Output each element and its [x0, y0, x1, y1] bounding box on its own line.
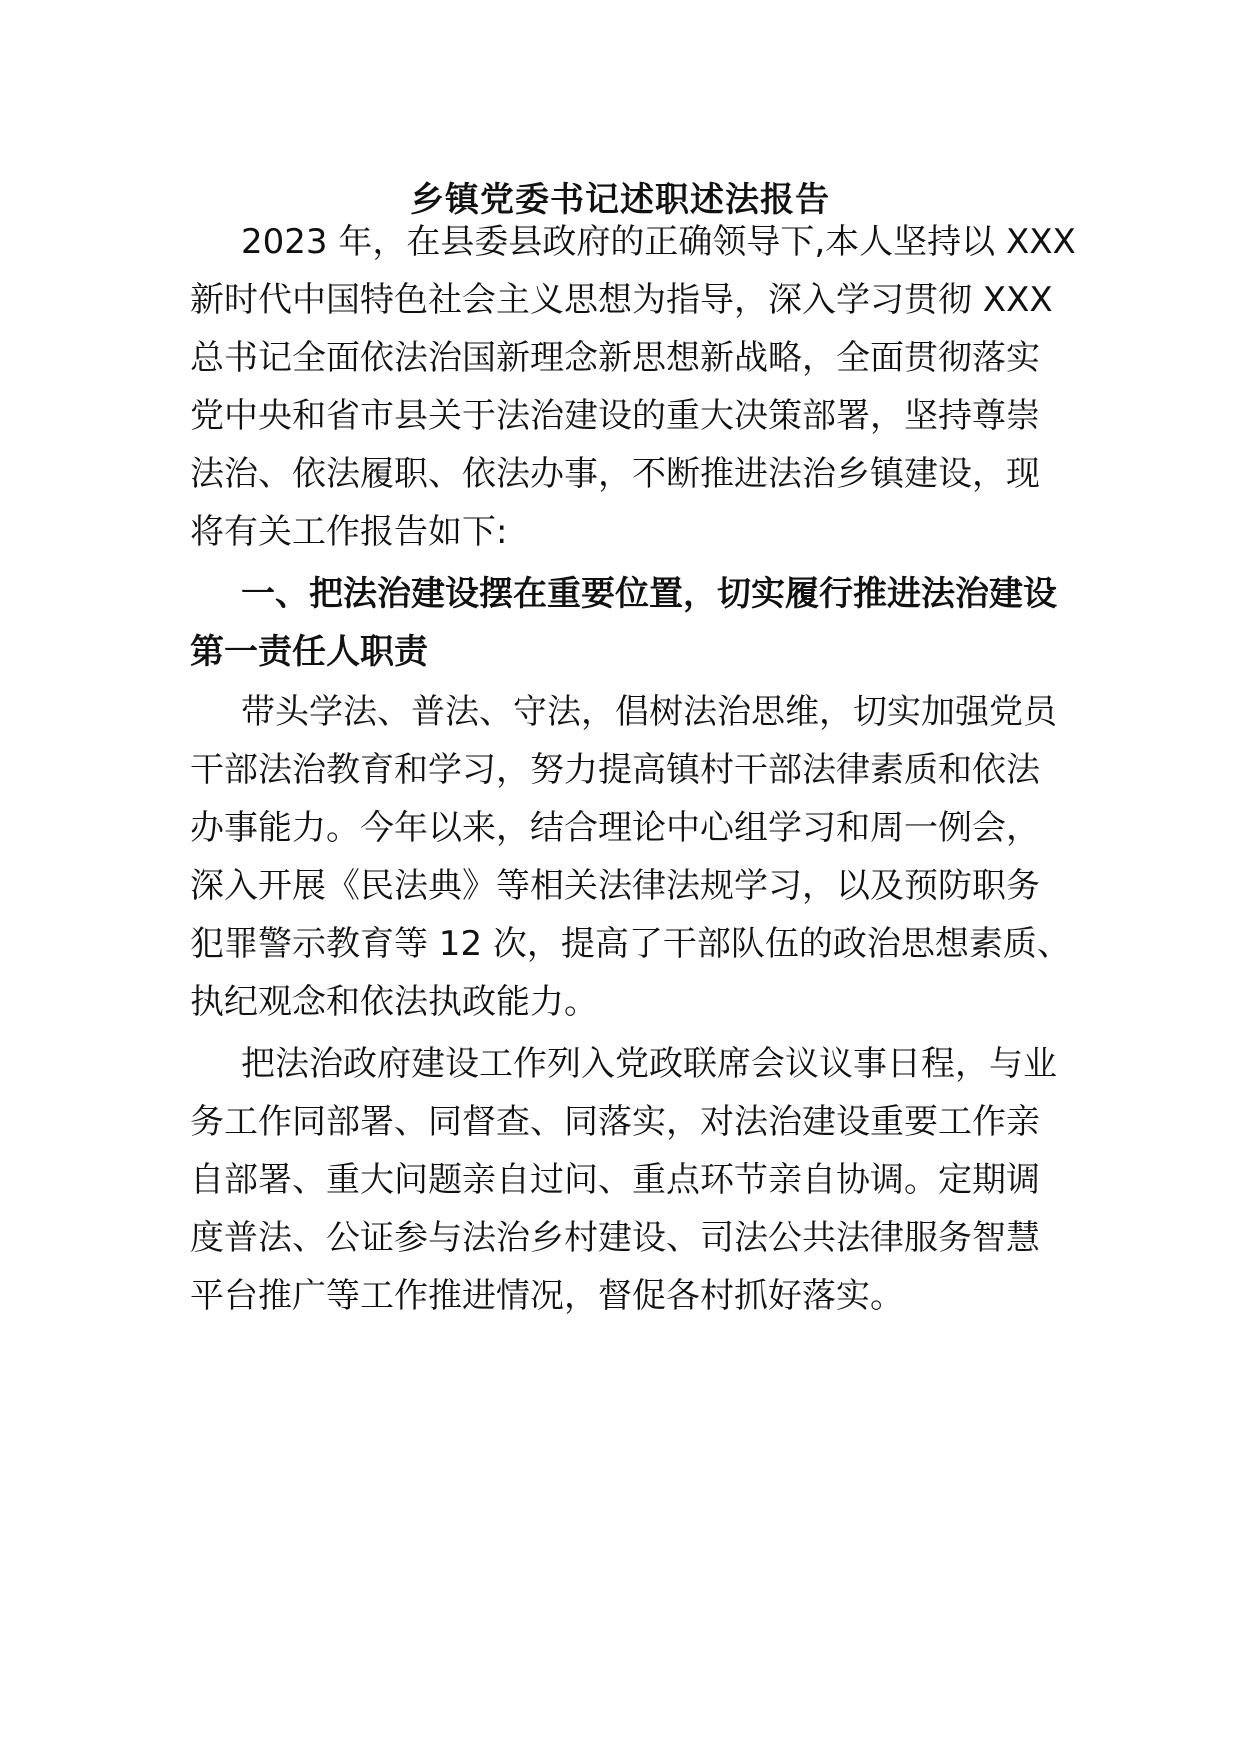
paragraph-2-line-4: 深入开展《民法典》等相关法律法规学习，以及预防职务 [190, 866, 1040, 906]
paragraph-1-line-1: 2023 年，在县委县政府的正确领导下,本人坚持以 XXX [241, 222, 1076, 262]
paragraph-1-line-2: 新时代中国特色社会主义思想为指导，深入学习贯彻 XXX [190, 280, 1053, 320]
document-title: 乡镇党委书记述职述法报告 [410, 180, 830, 220]
paragraph-1-line-5: 法治、依法履职、依法办事，不断推进法治乡镇建设，现 [190, 454, 1040, 494]
section-heading-line-2: 第一责任人职责 [190, 632, 428, 672]
paragraph-3-line-2: 务工作同部署、同督查、同落实，对法治建设重要工作亲 [190, 1102, 1040, 1142]
paragraph-3-line-1: 把法治政府建设工作列入党政联席会议议事日程，与业 [241, 1044, 1057, 1084]
paragraph-2-line-6: 执纪观念和依法执政能力。 [190, 982, 598, 1022]
paragraph-2-line-3: 办事能力。今年以来，结合理论中心组学习和周一例会， [190, 808, 1040, 848]
section-heading-line-1: 一、把法治建设摆在重要位置，切实履行推进法治建设 [241, 574, 1057, 614]
paragraph-1-line-4: 党中央和省市县关于法治建设的重大决策部署，坚持尊崇 [190, 396, 1040, 436]
paragraph-1-line-6: 将有关工作报告如下: [190, 512, 508, 552]
paragraph-1-line-3: 总书记全面依法治国新理念新思想新战略，全面贯彻落实 [190, 338, 1040, 378]
paragraph-3-line-3: 自部署、重大问题亲自过问、重点环节亲自协调。定期调 [190, 1160, 1040, 1200]
paragraph-2-line-5: 犯罪警示教育等 12 次，提高了干部队伍的政治思想素质、 [190, 924, 1071, 964]
paragraph-3-line-5: 平台推广等工作推进情况，督促各村抓好落实。 [190, 1276, 904, 1316]
paragraph-2-line-1: 带头学法、普法、守法，倡树法治思维，切实加强党员 [241, 692, 1057, 732]
paragraph-3-line-4: 度普法、公证参与法治乡村建设、司法公共法律服务智慧 [190, 1218, 1040, 1258]
paragraph-2-line-2: 干部法治教育和学习，努力提高镇村干部法律素质和依法 [190, 750, 1040, 790]
